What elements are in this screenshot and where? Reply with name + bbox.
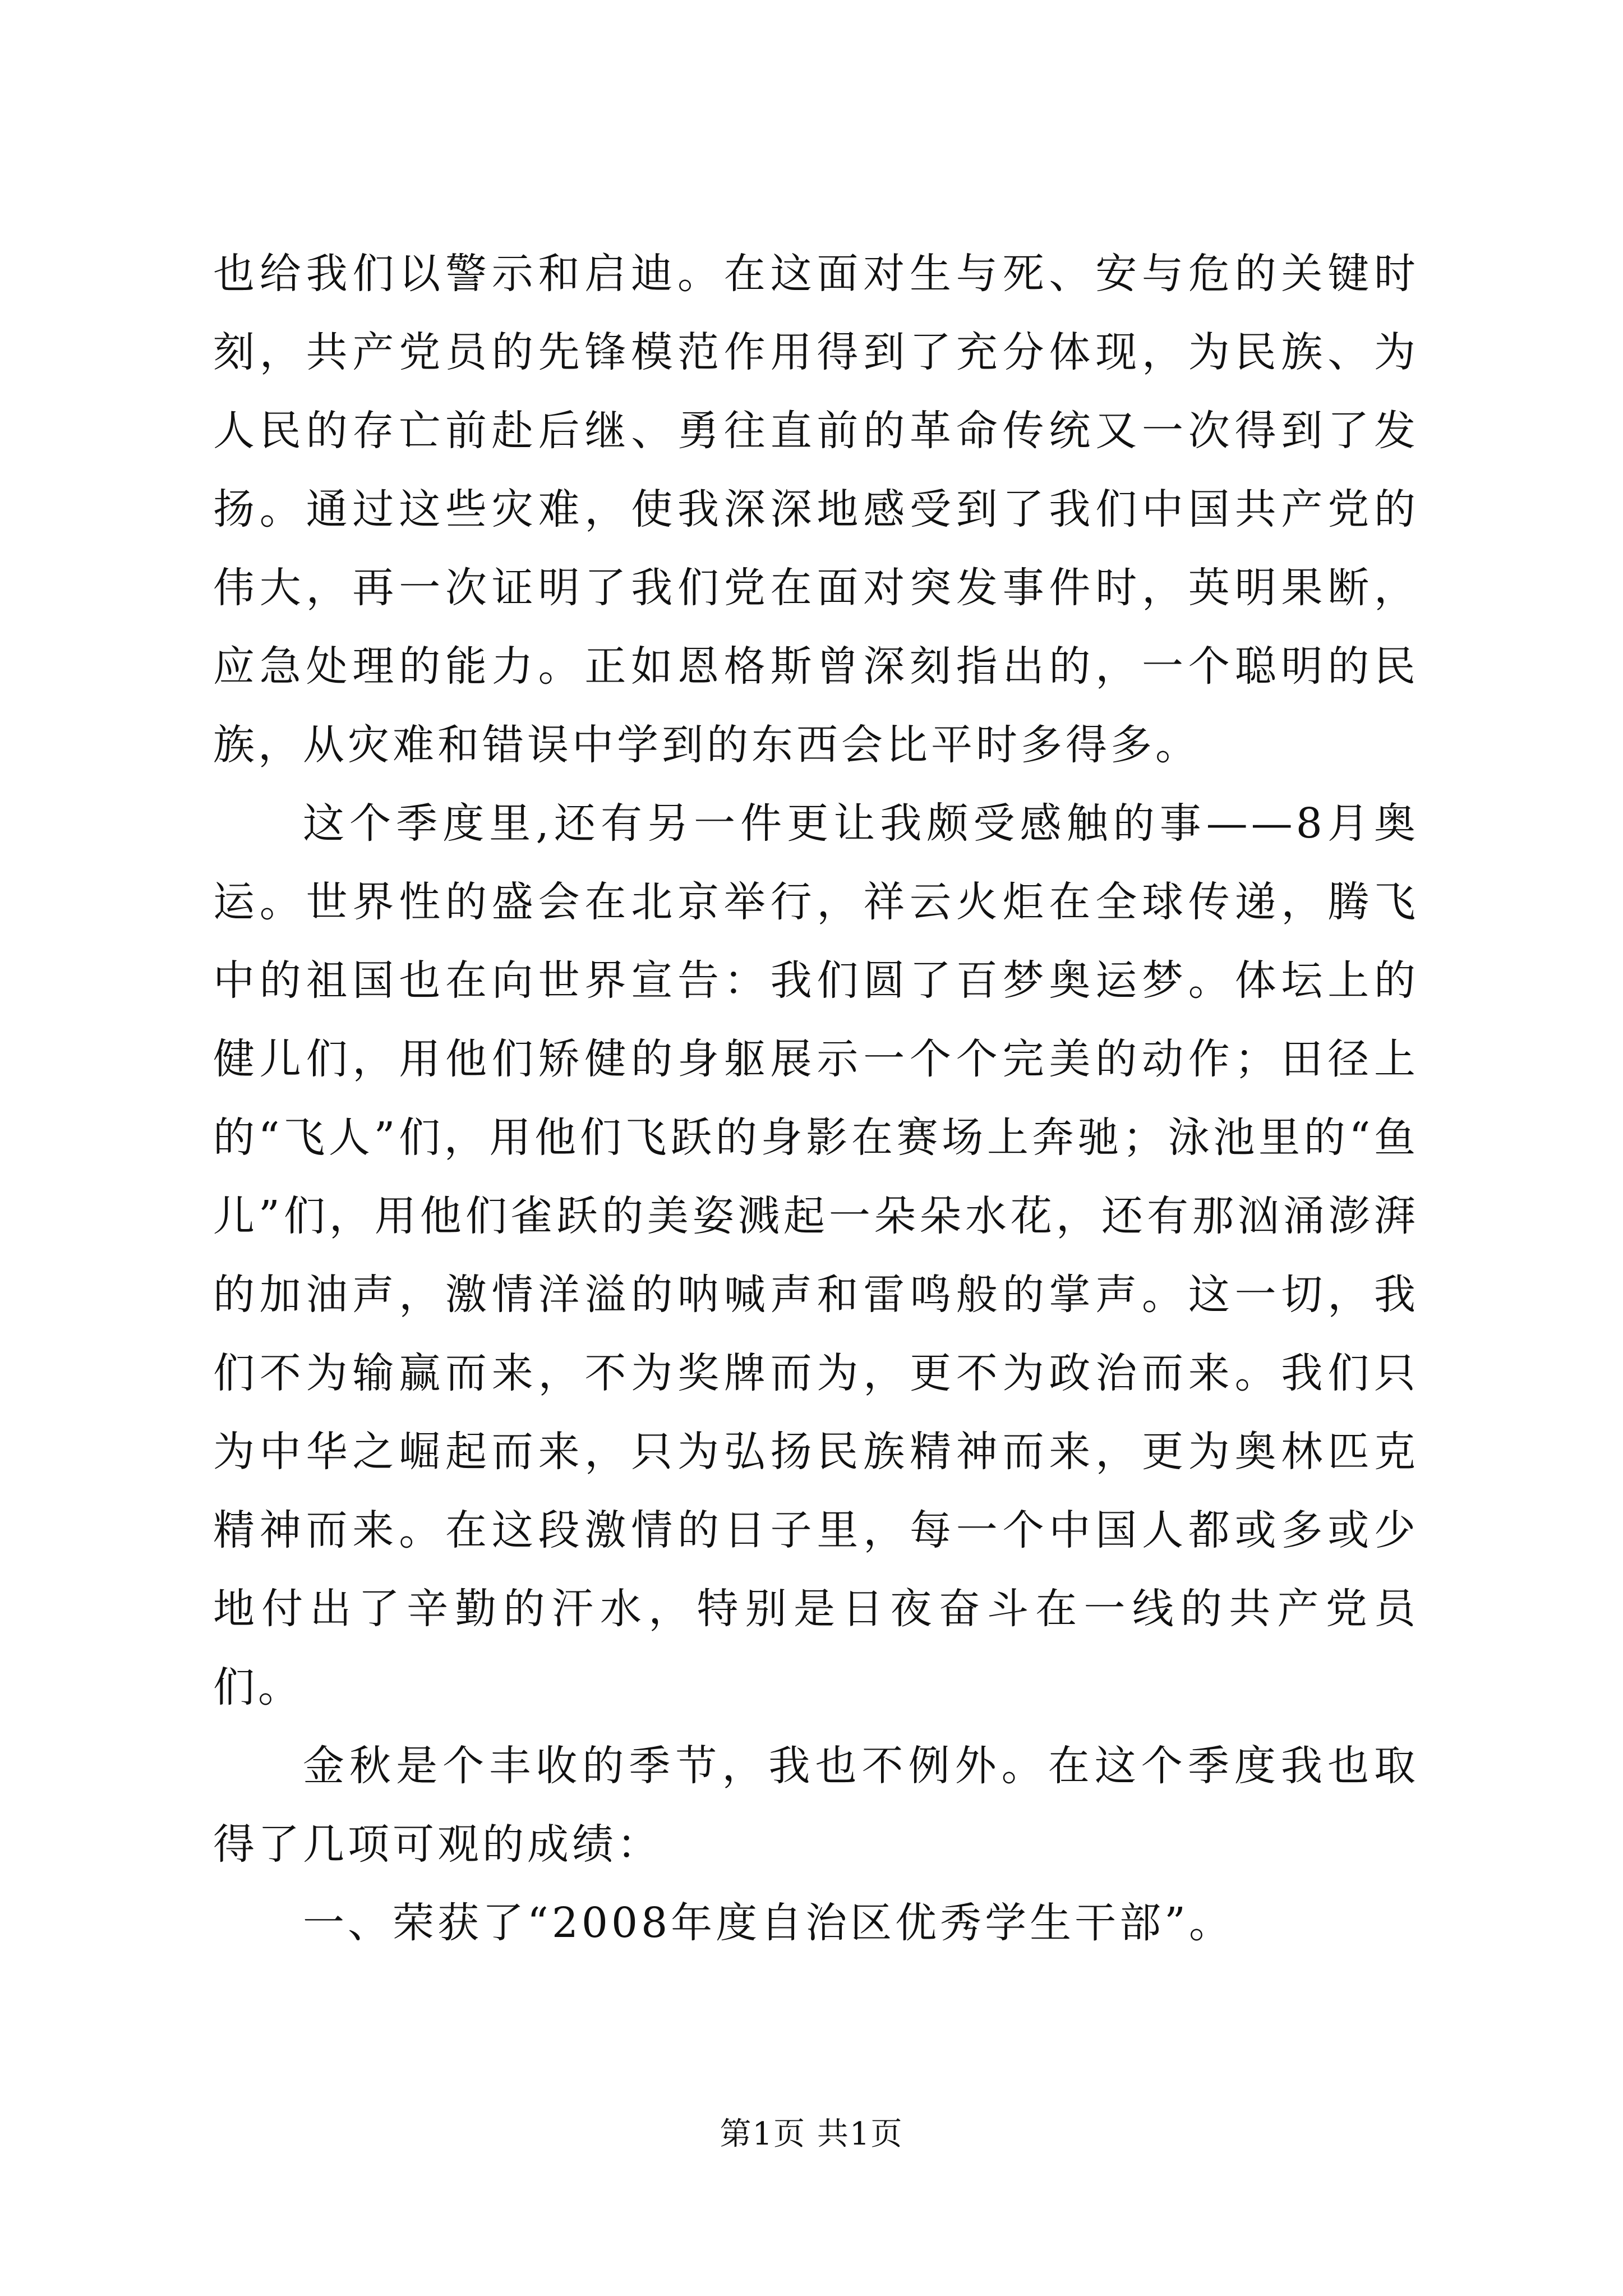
paragraph-3: 金秋是个丰收的季节，我也不例外。在这个季度我也取得了几项可观的成绩： [213, 1742, 1419, 1869]
paragraph-1: 也给我们以警示和启迪。在这面对生与死、安与危的关键时刻，共产党员的先锋模范作用得到了充分体现，为民族、为人民的存亡前赴后继、勇往直前的革命传统又一次得到了发扬。通过这些灾难，使我深深地感受到了我们中国共产党的伟大，再一次证明了我们党在面对突发事件时，英明果断，应急处理的能力。正如恩格斯曾深刻指出的，一个聪明的民族，从灾难和错误中学到的东西会比平时多得多。 [213, 250, 1419, 769]
paragraph-2: 这个季度里,还有另一件更让我颇受感触的事——8月奥运。世界性的盛会在北京举行，祥云火炬在全球传递，腾飞中的祖国也在向世界宣告：我们圆了百梦奥运梦。体坛上的健儿们，用他们矫健的身躯展示一个个完美的动作；田径上的“飞人”们，用他们飞跃的身影在赛场上奔驰；泳池里的“鱼儿”们，用他们雀跃的美姿溅起一朵朵水花，还有那汹涌澎湃的加油声，激情洋溢的呐喊声和雷鸣般的掌声。这一切，我们不为输赢而来，不为奖牌而为，更不为政治而来。我们只为中华之崛起而来，只为弘扬民族精神而来，更为奥林匹克精神而来。在这段激情的日子里，每一个中国人都或多或少地付出了辛勤的汗水，特别是日夜奋斗在一线的共产党员们。 [213, 799, 1419, 1711]
document-body [213, 234, 1419, 1962]
paragraph-4: 一、荣获了“2008年度自治区优秀学生干部”。 [303, 1899, 1234, 1947]
page-footer: 第1页 共1页 [720, 2116, 903, 2152]
